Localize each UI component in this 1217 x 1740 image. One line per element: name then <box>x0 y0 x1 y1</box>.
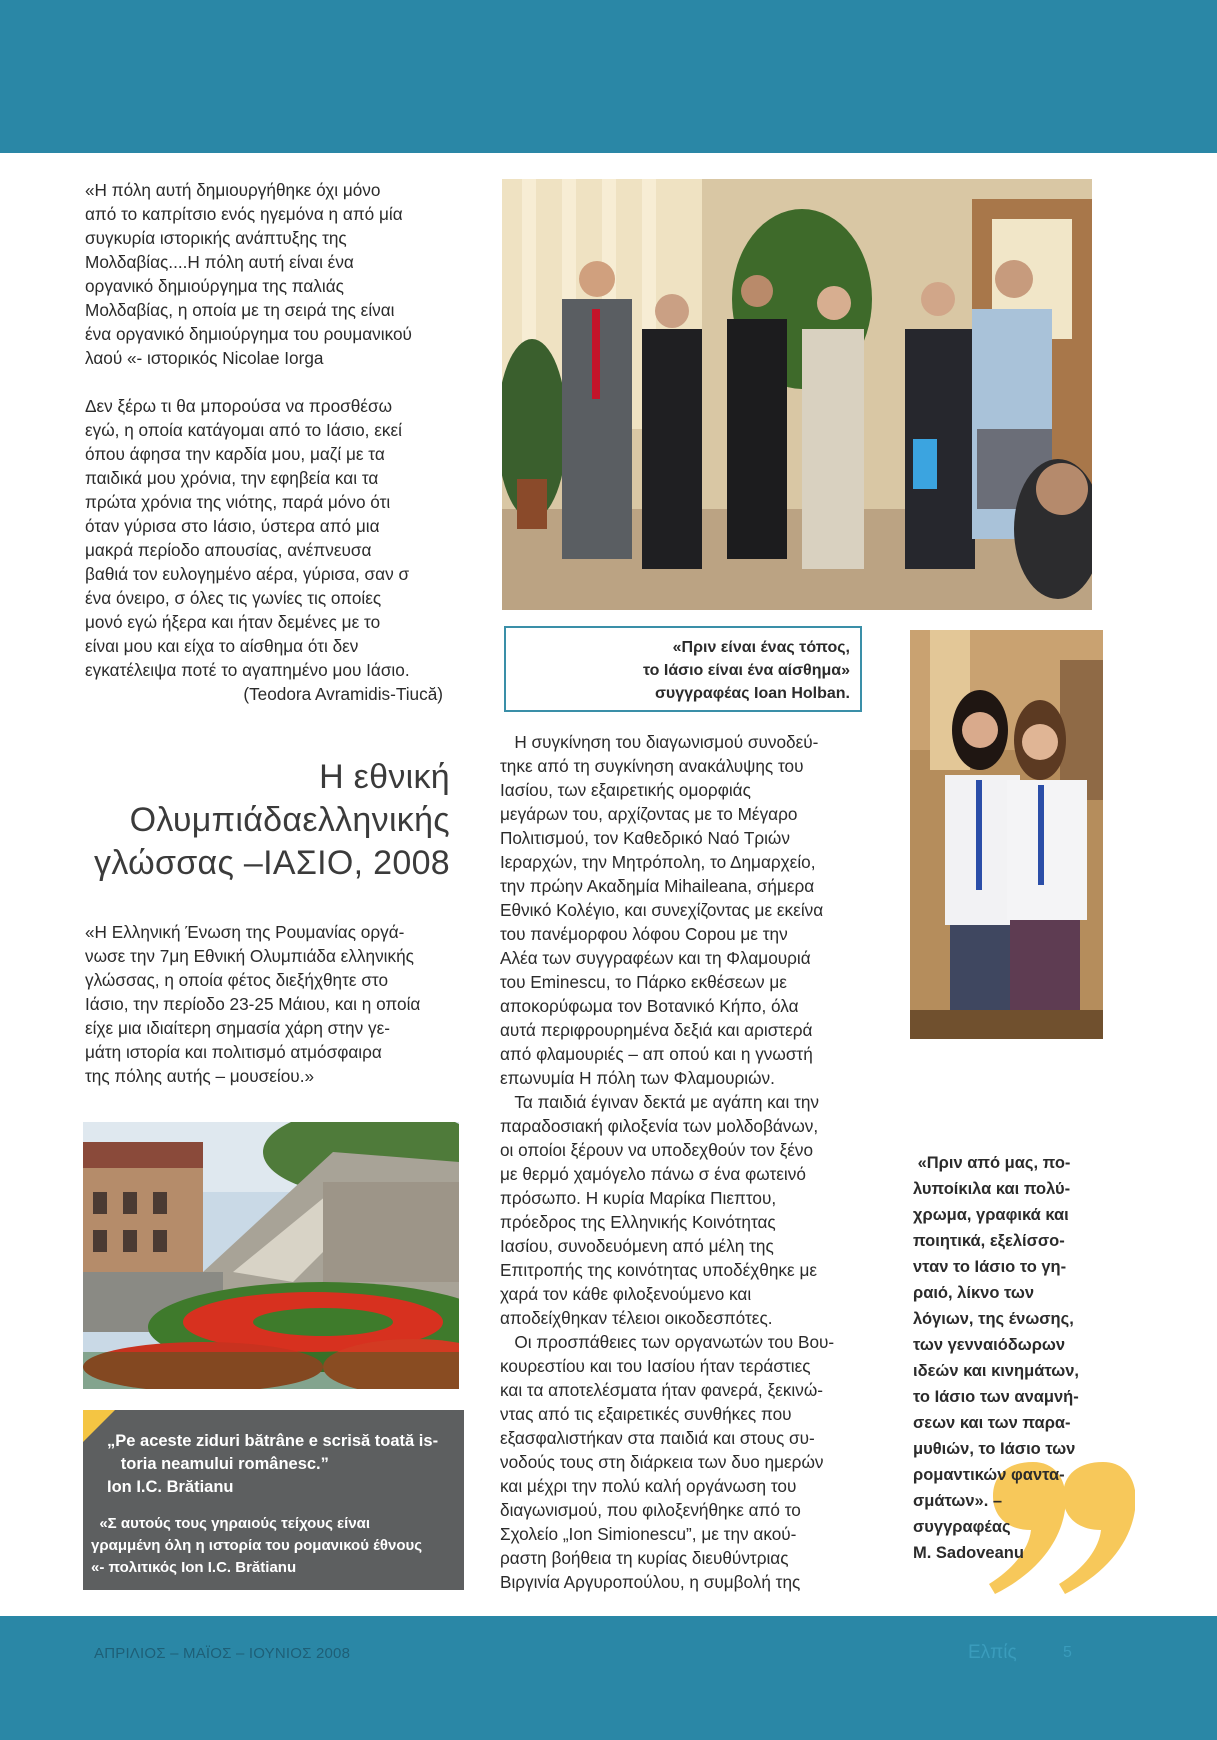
text-line: toria neamului românesc.” <box>107 1455 329 1473</box>
text-line: Τα παιδιά έγιναν δεκτά με αγάπη και την <box>500 1092 820 1112</box>
text-line: τηκε από τη συγκίνηση ανακάλυψης του <box>500 756 804 776</box>
text-line: Η εθνική Ολυμπιάδα <box>129 758 450 839</box>
article-headline <box>70 756 450 885</box>
text-line: συγγραφέας <box>913 1518 1011 1536</box>
text-line: γλώσσας, η οποία φέτος διεξήχθητε στο <box>85 970 389 990</box>
text-line: Ion I.C. Brătianu <box>107 1478 234 1496</box>
text-line: «Πριν είναι ένας τόπος, <box>672 639 850 656</box>
text-line: με θερμό χαμόγελο πάνω σ ένα φωτεινό <box>500 1164 806 1184</box>
text-line: είχε μια ιδιαίτερη σημασία χάρη στην γε- <box>85 1018 390 1038</box>
text-line: ελληνικής γλώσσας – <box>94 801 450 882</box>
text-line: Εθνικό Κολέγιο, και συνεχίζοντας με εκείνα <box>500 900 824 920</box>
text-line: Ιεραρχών, την Μητρόπολη, το Δημαρχείο, <box>500 852 816 872</box>
text-line: του Eminescu, το Πάρκο εκθέσεων με <box>500 972 787 992</box>
text-line: εγκατέλειψα ποτέ το αγαπημένο μου Ιάσιο. <box>85 660 410 680</box>
text-line: ρομαντικών φαντα- <box>913 1466 1065 1484</box>
text-line: λαού «- ιστορικός Nicolae Iorga <box>85 348 324 368</box>
text-line: είναι μου και είχα το αίσθημα ότι δεν <box>85 636 359 656</box>
text-line: Πολιτισμού, τον Καθεδρικό Ναό Τριών <box>500 828 790 848</box>
text-line: και τα αποτελέσματα ήταν φανερά, ξεκινώ- <box>500 1380 823 1400</box>
text-line: νταν το Ιάσιο το γη- <box>913 1258 1067 1276</box>
text-line: του πανέμορφου λόφου Copou με την <box>500 924 788 944</box>
text-line: συγγραφέας Ioan Holban. <box>654 685 850 702</box>
author-paragraph <box>85 394 455 682</box>
text-line: την πρώην Ακαδημία Mihaileana, σήμερα <box>500 876 815 896</box>
footer-band <box>0 1616 1217 1740</box>
greek-translation <box>91 1513 422 1579</box>
text-line: κουρεστίου και του Ιασίου ήταν τεράστιες <box>500 1356 811 1376</box>
text-line: επωνυμία Η πόλη των Φλαμουριών. <box>500 1068 775 1088</box>
text-line: ντας από τις εξαιρετικές συνθήκες που <box>500 1404 792 1424</box>
text-line: μυθιών, το Ιάσιο των <box>913 1440 1076 1458</box>
issue-date: ΑΠΡΙΛΙΟΣ – ΜΑΪΟΣ – ΙΟΥΝΙΟΣ 2008 <box>94 1645 351 1662</box>
text-line: νοδούς τους στη διάρκεια των δυο ημερών <box>500 1452 824 1472</box>
text-line: μεγάρων του, αρχίζοντας με το Μέγαρο <box>500 804 798 824</box>
text-line: συγκυρία ιστορικής ανάπτυξης της <box>85 228 347 248</box>
sadoveanu-pull-quote <box>913 1150 1113 1566</box>
holban-pull-quote <box>504 626 862 712</box>
text-line: σμάτων». – <box>913 1492 1003 1510</box>
text-line: Ιάσιο, την περίοδο 23-25 Μάιου, και η οποία <box>85 994 421 1014</box>
text-line: ραιό, λίκνο των <box>913 1284 1035 1302</box>
text-line: ιδεών και κινημάτων, <box>913 1362 1079 1380</box>
text-line: «Πριν από μας, πο- <box>913 1154 1071 1172</box>
text-line: πρόσωπο. Η κυρία Μαρίκα Πιεπτου, <box>500 1188 777 1208</box>
text-line: αποκορύφωμα τον Βοτανικό Κήπο, όλα <box>500 996 799 1016</box>
iorga-quote <box>85 178 455 370</box>
text-line: „Pe aceste ziduri bătrâne e scrisă toată is- <box>107 1432 439 1450</box>
text-line: σεων και των παρα- <box>913 1414 1071 1432</box>
text-line: ΙΑΣΙΟ, 2008 <box>263 844 450 882</box>
text-line: των γενναιόδωρων <box>913 1336 1066 1354</box>
text-line: «- πολιτικός Ion I.C. Brătianu <box>91 1559 297 1576</box>
text-line: Βιργινία Αργυροπούλου, η συμβολή της <box>500 1572 801 1592</box>
text-line: ένα όνειρο, σ όλες τις γωνίες τις οποίες <box>85 588 382 608</box>
stairs-garden-photo <box>83 1122 459 1389</box>
text-line: ραστη βοήθεια τη κυρίας διευθύντριας <box>500 1548 789 1568</box>
text-line: χρωμα, γραφικά και <box>913 1206 1069 1224</box>
author-signature: (Teodora Avramidis-Tiucă) <box>243 684 443 704</box>
magazine-name: Ελπίς <box>968 1642 1017 1663</box>
text-line: πρώτα χρόνια της νιότης, παρά μόνο ότι <box>85 492 391 512</box>
bratianu-quote-box <box>83 1410 464 1590</box>
text-line: χαρά τον κάθε φιλοξενούμενο και <box>500 1284 752 1304</box>
text-line: Ιασίου, συνοδευόμενη από μέλη της <box>500 1236 774 1256</box>
text-line: Σχολείο „Ion Simionescu”, με την ακού- <box>500 1524 797 1544</box>
article-body <box>500 730 870 1594</box>
text-line: βαθιά τον ευλογημένο αέρα, γύρισα, σαν σ <box>85 564 410 584</box>
text-line: Επιτροπής της κοινότητας υποδέχθηκε με <box>500 1260 818 1280</box>
text-line: γραμμένη όλη η ιστορία του ρομανικού έθνους <box>91 1537 423 1554</box>
text-line: μακρά περίοδο απουσίας, ανέπνευσα <box>85 540 372 560</box>
text-line: εξασφαλιστήκαν στα παιδιά και στους συ- <box>500 1428 815 1448</box>
text-line: λόγιων, της ένωσης, <box>913 1310 1074 1328</box>
text-line: λυποίκιλα και πολύ- <box>913 1180 1071 1198</box>
text-line: αποδείχθηκαν τέλειοι οικοδεσπότες. <box>500 1308 773 1328</box>
romanian-quote <box>107 1430 438 1499</box>
text-line: Η συγκίνηση του διαγωνισμού συνοδεύ- <box>500 732 819 752</box>
text-line: Ιασίου, των εξαιρετικής ομορφιάς <box>500 780 751 800</box>
top-color-band <box>0 0 1217 153</box>
text-line: και μέχρι την πολύ καλή οργάνωση του <box>500 1476 797 1496</box>
students-photo <box>910 630 1103 1039</box>
text-line: «Η πόλη αυτή δημιουργήθηκε όχι μόνο <box>85 180 381 200</box>
text-line: Μολδαβίας....Η πόλη αυτή είναι ένα <box>85 252 354 272</box>
text-line: από το καπρίτσιο ενός ηγεμόνα η από μία <box>85 204 403 224</box>
text-line: όπου άφησα την καρδία μου, μαζί με τα <box>85 444 385 464</box>
text-line: Αλέα των συγγραφέων και τη Φλαμουριά <box>500 948 811 968</box>
text-line: της πόλης αυτής – μουσείου.» <box>85 1066 315 1086</box>
text-line: το Ιάσιο των αναμνή- <box>913 1388 1079 1406</box>
text-line: M. Sadoveanu <box>913 1544 1024 1562</box>
text-line: νωσε την 7μη Εθνική Ολυμπιάδα ελληνικής <box>85 946 414 966</box>
page-number: 5 <box>1063 1644 1072 1661</box>
text-line: διαγωνισμού, που φιλοξενήθηκε από το <box>500 1500 801 1520</box>
text-line: μάτη ιστορία και πολιτισμό ατμόσφαιρα <box>85 1042 382 1062</box>
text-line: από φλαμουριές – απ οπού και η γνωστή <box>500 1044 813 1064</box>
text-line: αυτά περιφρουρημένα δεξιά και αριστερά <box>500 1020 813 1040</box>
text-line: ένα οργανικό δημιούργημα του ρουμανικού <box>85 324 412 344</box>
text-line: Οι προσπάθειες των οργανωτών του Βου- <box>500 1332 835 1352</box>
text-line: το Ιάσιο είναι ένα αίσθημα» <box>642 662 850 679</box>
group-photo <box>502 179 1092 610</box>
text-line: οργανικό δημιούργημα της παλιάς <box>85 276 344 296</box>
text-line: «Σ αυτούς τους γηραιούς τείχους είναι <box>91 1515 371 1532</box>
text-line: παιδικά μου χρόνια, την εφηβεία και τα <box>85 468 379 488</box>
text-line: οι οποίοι ξέρουν να υποδεχθούν τον ξένο <box>500 1140 814 1160</box>
text-line: παραδοσιακή φιλοξενία των μολδοβάνων, <box>500 1116 819 1136</box>
text-line: Δεν ξέρω τι θα μπορούσα να προσθέσω <box>85 396 392 416</box>
text-line: ποιητικά, εξελίσσο- <box>913 1232 1065 1250</box>
text-line: πρόεδρος της Ελληνικής Κοινότητας <box>500 1212 776 1232</box>
text-line: εγώ, η οποία κατάγομαι από το Ιάσιο, εκεί <box>85 420 402 440</box>
text-line: Μολδαβίας, η οποία με τη σειρά της είναι <box>85 300 395 320</box>
article-intro <box>85 920 455 1088</box>
text-line: μονό εγώ ήξερα και ήταν δεμένες με το <box>85 612 381 632</box>
text-line: «Η Ελληνική Ένωση της Ρουμανίας οργά- <box>85 922 405 942</box>
text-line: όταν γύρισα στο Ιάσιο, ύστερα από μια <box>85 516 380 536</box>
